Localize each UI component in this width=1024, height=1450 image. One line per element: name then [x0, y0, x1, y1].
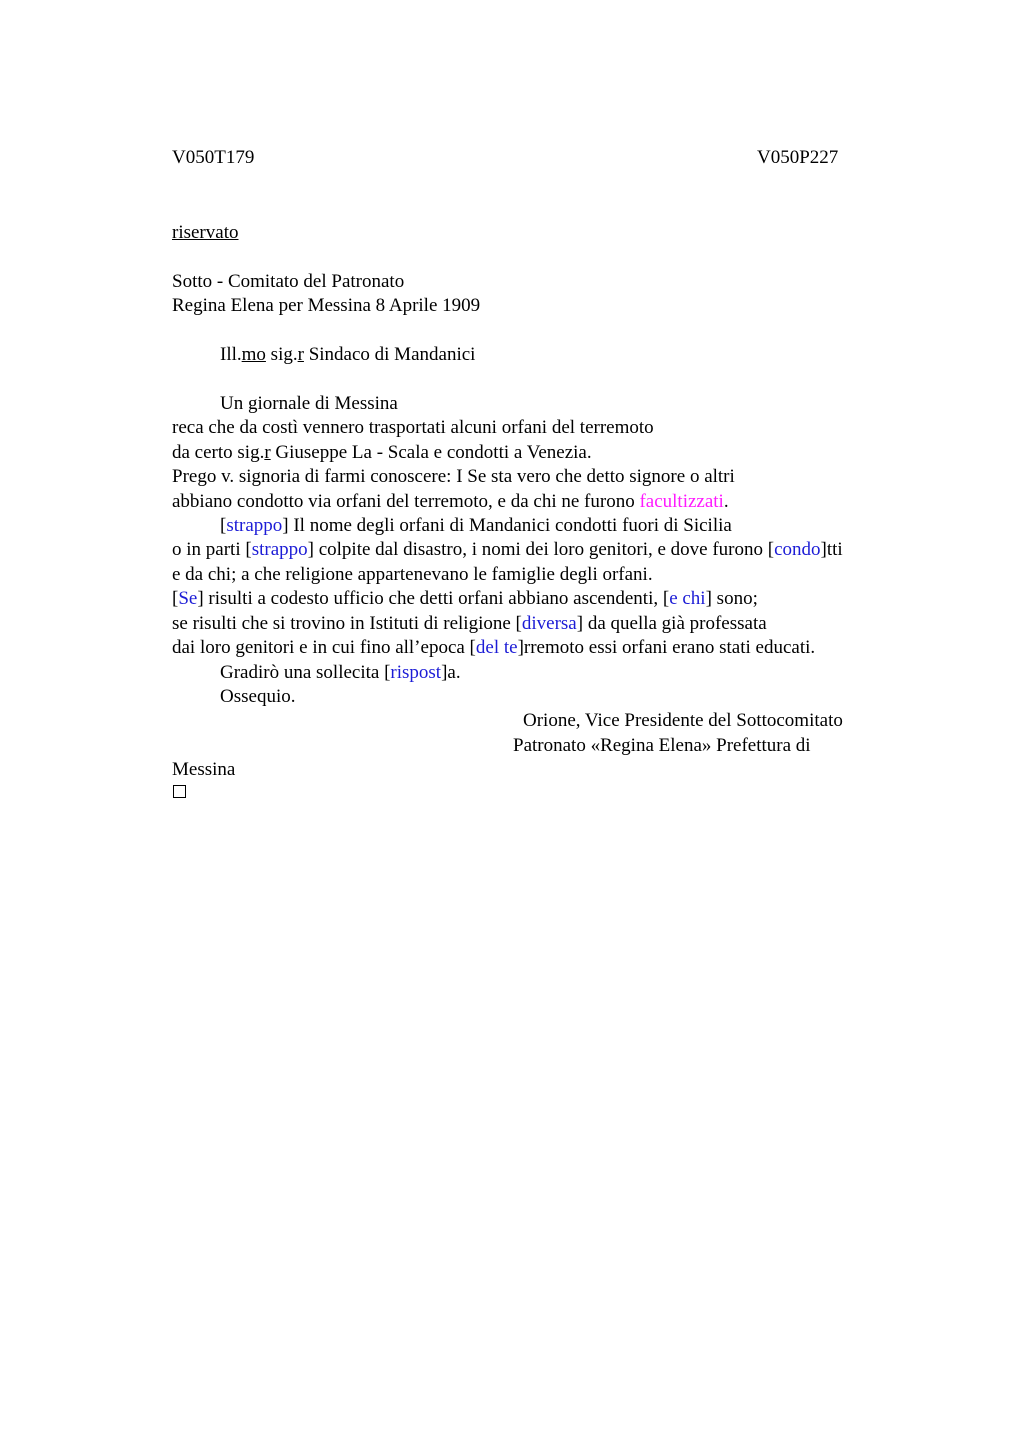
editorial-note: strappo	[226, 515, 283, 536]
body-line: o in parti [strappo] colpite dal disastro, i nomi dei loro genitori, e dove furono [condo]tti	[172, 539, 843, 560]
header-right-code: V050P227	[757, 147, 839, 168]
signature-line-3: Messina	[172, 759, 236, 780]
body-line: Un giornale di Messina	[220, 393, 398, 414]
editorial-note: del te	[475, 637, 518, 658]
body-line: abbiano condotto via orfani del terremoto, e da chi ne furono facultizzati.	[172, 491, 729, 512]
signature-line-2: Patronato «Regina Elena» Prefettura di	[513, 735, 811, 756]
editorial-note: e chi	[669, 588, 706, 609]
body-line: se risulti che si trovino in Istituti di religione [diversa] da quella già professata	[172, 613, 767, 634]
salutation: Ill.mo sig.r Sindaco di Mandanici	[220, 344, 476, 365]
signature-line-1: Orione, Vice Presidente del Sottocomitato	[523, 710, 843, 731]
body-line: e da chi; a che religione appartenevano le famiglie degli orfani.	[172, 564, 653, 585]
body-line: Gradirò una sollecita [rispost]a.	[220, 662, 461, 683]
body-line: Prego v. signoria di farmi conoscere: I Se sta vero che detto signore o altri	[172, 466, 735, 487]
end-box-icon	[173, 785, 186, 798]
editorial-note: strappo	[251, 539, 308, 560]
editorial-note: diversa	[521, 613, 577, 634]
sender-line-2: Regina Elena per Messina 8 Aprile 1909	[172, 295, 481, 316]
editorial-note: rispost	[390, 662, 442, 683]
body-line: dai loro genitori e in cui fino all’epoca [del te]rremoto essi orfani erano stati educati.	[172, 637, 816, 658]
closing: Ossequio.	[220, 686, 296, 707]
editorial-note: condo	[774, 539, 821, 560]
body-line: [strappo] Il nome degli orfani di Mandanici condotti fuori di Sicilia	[220, 515, 732, 536]
header-left-code: V050T179	[172, 147, 255, 168]
body-line: [Se] risulti a codesto ufficio che detti orfani abbiano ascendenti, [e chi] sono;	[172, 588, 758, 609]
editorial-note: Se	[178, 588, 198, 609]
body-line: reca che da costì vennero trasportati alcuni orfani del terremoto	[172, 417, 654, 438]
body-line: da certo sig.r Giuseppe La - Scala e condotti a Venezia.	[172, 442, 592, 463]
uncertain-reading: facultizzati	[639, 491, 724, 512]
riservato-label: riservato	[172, 222, 239, 243]
sender-line-1: Sotto - Comitato del Patronato	[172, 271, 405, 292]
